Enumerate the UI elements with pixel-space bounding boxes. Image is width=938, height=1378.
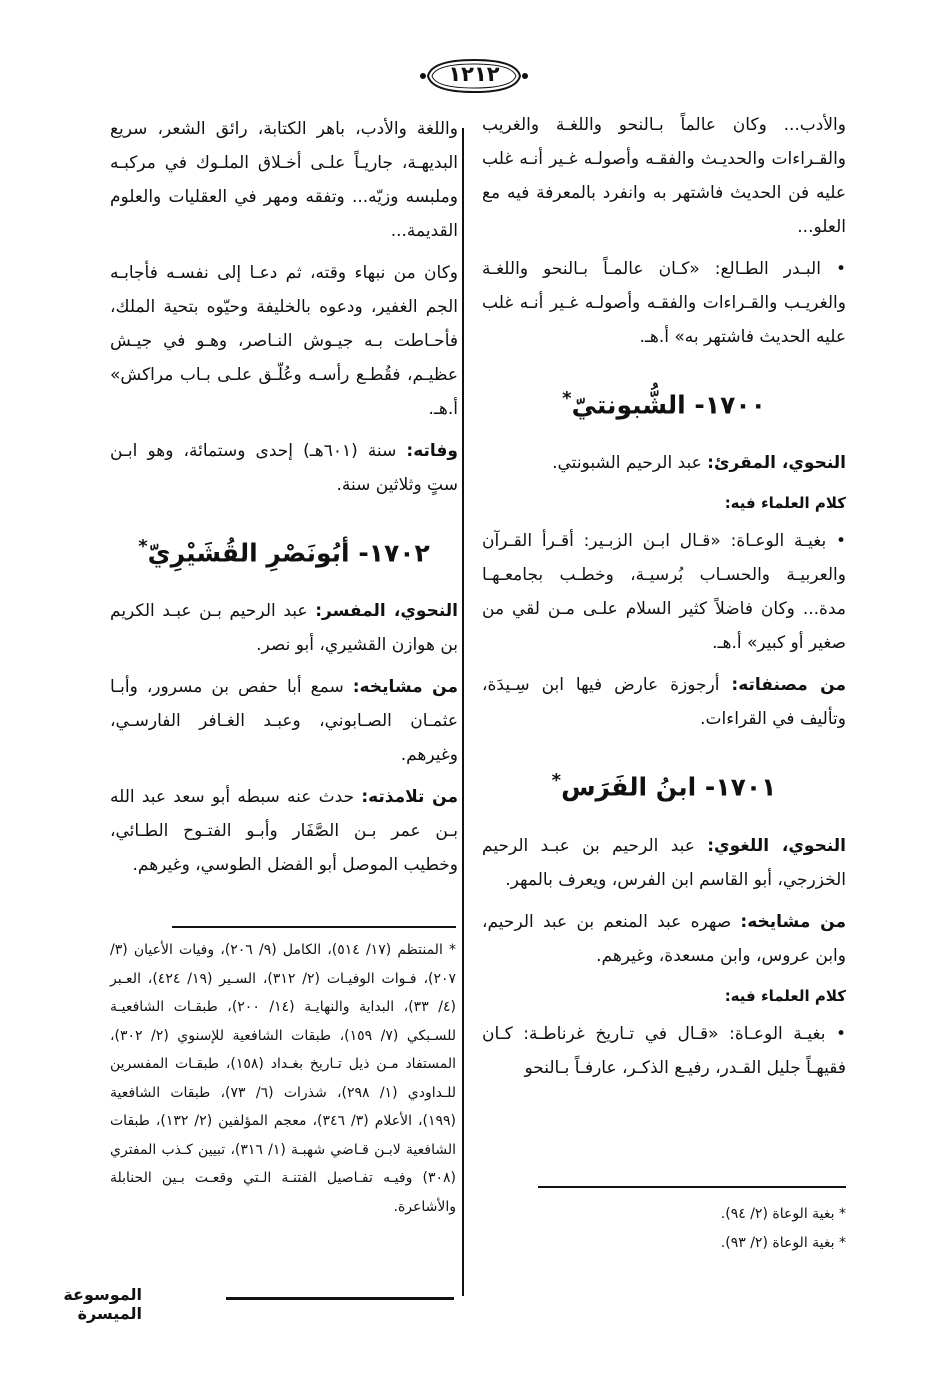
left-column <box>110 112 458 890</box>
wafat-text: سنة (٦٠١هـ) إحدى وستمائة، وهو ابـن ستٍ وثلاثين سنة. <box>110 441 458 495</box>
entry-1702-mashayikh-text: سمع أبا حفص بن مسرور، وأبـا عثمـان الصـابوني، وعبـد الغـافر الفارسـي، وغيرهم. <box>110 677 458 766</box>
entry-1702-nahwi-label: النحوي، المفسر: <box>315 601 458 622</box>
footnote-left: * المنتظم (١٧/ ٥١٤)، الكامل (٩/ ٢٠٦)، وفيات الأعيان (٣/ ٢٠٧)، فـوات الوفيـات (٢/ ٣١٢)، السـير (١٩/ ٤٢٤)، العـبر (٤/ ٣٣)، البداية والنهايـة (١٤/ ٢٠٠)، طبقـات الشافعيـة للسـبكي (٧/ ١٥٩)، طبقات الشافعية للإسنوي (٢/ ٣٠٢)، المستفاد مـن ذيل تـاريخ بغـداد (١٥٨)، طبقـات المفسرين للـداودي (١/ ٢٩٨)، شذرات (٦/ ٧٣)، طبقات الشافعية (١٩٩)، الأعلام (٣/ ٣٤٦)، معجم المؤلفين (٢/ ١٣٢)، طبقات الشافعية لابـن قـاضي شهبـة (١/ ٣١٦)، تبيين كـذب المفتري (٣٠٨) وفيـه تفـاصيل الفتنـة الـتي وقعـت بـين الحنابلة والأشاعرة. <box>110 942 457 1215</box>
entry-1700-nahwi-label: النحوي، المقرئ: <box>707 453 846 474</box>
entry-1701-nahwi <box>482 829 846 897</box>
footnote-right-1: * بغية الوعاة (٢/ ٩٤). <box>720 1206 846 1222</box>
entry-1701-nahwi-text: عبد الرحيم بن عبـد الرحيم الخزرجي، أبو القاسم ابن الفرس، ويعرف بالمهر. <box>482 835 846 890</box>
entry-1702-talamidh-label: من تلامذته: <box>361 787 459 808</box>
footnote-rule-right <box>538 1186 846 1188</box>
entry-1701-mashayikh-label: من مشايخه: <box>740 911 846 932</box>
entry-1700-musannafat <box>482 668 846 736</box>
entry-1701-nahwi-label: النحوي، اللغوي: <box>707 835 846 856</box>
footnote-rule-left <box>172 926 456 928</box>
footer-rule <box>226 1297 454 1300</box>
footnotes-right <box>600 1200 846 1257</box>
entry-1701-title: ١٧٠١- ابنُ الفَرَس <box>561 772 777 802</box>
entry-1700-title: ١٧٠٠- الشُّبونتيّ <box>571 390 766 420</box>
entry-1701-heading <box>482 764 846 804</box>
entry-1700-musannafat-text: أرجوزة عارض فيها ابن سِـيدَة، وتأليف في القراءات. <box>482 675 846 730</box>
entry-1700-bughya: • بغيـة الوعـاة: «قـال ابـن الزبـير: أقـرأ القـرآن والعربيـة والحسـاب بُرسيـة، وخطـب بجامعـهـا مدة... وكان فاضلاً كثير السلام علـى مـن لقي من صغير أو كبير» أ.هـ. <box>482 531 846 654</box>
entry-1702-nahwi <box>110 594 458 662</box>
entry-1702-talamidh <box>110 780 458 882</box>
footnote-right-2: * بغية الوعاة (٢/ ٩٣). <box>720 1234 846 1251</box>
entry-1701-mashayikh <box>482 905 846 973</box>
wafat-paragraph <box>110 434 458 502</box>
entry-1702-nahwi-text: عبد الرحيم بـن عبـد الكريم بن هوازن القشيري، أبو نصر. <box>110 601 458 656</box>
entry-1700-ulama-heading: كلام العلماء فيه: <box>724 494 846 513</box>
footnote-star-icon: * <box>138 536 148 557</box>
entry-1702-talamidh-text: حدث عنه سبطه أبو سعد عبد الله بـن عمر بـن الصَّفَار وأبـو الفتـوح الطـائي، وخطيب الموصل أبو الفضل الطوسي، وغيرهم. <box>110 787 458 876</box>
entry-1700-nahwi-text: عبد الرحيم الشبونتي. <box>552 453 708 474</box>
column-divider <box>462 128 464 1296</box>
badr-taleh-paragraph: • البـدر الطـالع: «كـان عالمـاً بـالنحو واللغـة والغريـب والقـراءات والفقـه وأصولـه غـير أنـه غلب عليه الحديث فاشتهر به» أ.هـ. <box>482 259 846 347</box>
intro-paragraph: والأدب... وكان عالماً بـالنحو واللغـة والغريب والقـراءات والحديـث والفقـه وأصولـه غـير أنـه غلب عليه فن الحديث فاشتهر به وانفرد بالمعرفة فيه مع العلو... <box>482 115 846 237</box>
footnote-star-icon: * <box>551 770 562 792</box>
footnote-star-icon: * <box>562 388 572 409</box>
entry-1700-nahwi <box>482 446 846 480</box>
continuation-paragraph: واللغة والأدب، باهر الكتابة، رائق الشعر، سريع البديهـة، جاريـاً علـى أخـلاق الملـوك في مركبـه وملبسه وزيّه... وتفقه ومهر في العقليات والعلوم القديمة... <box>110 119 458 241</box>
entry-1702-title: ١٧٠٢- أبُونَصْرِ القُشَيْرِيّ <box>147 538 430 568</box>
entry-1702-mashayikh <box>110 670 458 772</box>
page-number-ornament <box>418 56 530 96</box>
right-column <box>482 108 846 1093</box>
entry-1702-heading <box>110 530 458 570</box>
entry-1701-bughya: • بغيـة الوعـاة: «قـال في تـاريخ غرناطـة: كـان فقيهـاً جليل القـدر، رفيـع الذكـر، عارفـاً بـالنحو <box>482 1023 846 1078</box>
entry-1701-ulama-heading: كلام العلماء فيه: <box>724 986 846 1005</box>
footer-series-title: الموسوعة الميسرة <box>63 1285 142 1323</box>
entry-1700-musannafat-label: من مصنفاته: <box>731 675 846 696</box>
nubaha-paragraph: وكان من نبهاء وقته، ثم دعـا إلى نفسـه فأجابـه الجم الغفير، ودعوه بالخليفة وحيّوه بتحية الملك، فأحـاطت بـه جيـوش النـاصر، وهـو في جيـش عظيـم، فقُطـع رأسـه وعُلّـق علـى بـاب مراكش» أ.هـ. <box>110 263 458 419</box>
entry-1700-heading <box>482 382 846 422</box>
wafat-label: وفاته: <box>406 441 458 461</box>
entry-1701-mashayikh-text: صهره عبد المنعم بن عبد الرحيم، وابن عروس، وابن مسعدة، وغيرهم. <box>482 911 846 966</box>
entry-1702-mashayikh-label: من مشايخه: <box>352 677 458 698</box>
page-number: ١٢١٢ <box>448 62 500 86</box>
